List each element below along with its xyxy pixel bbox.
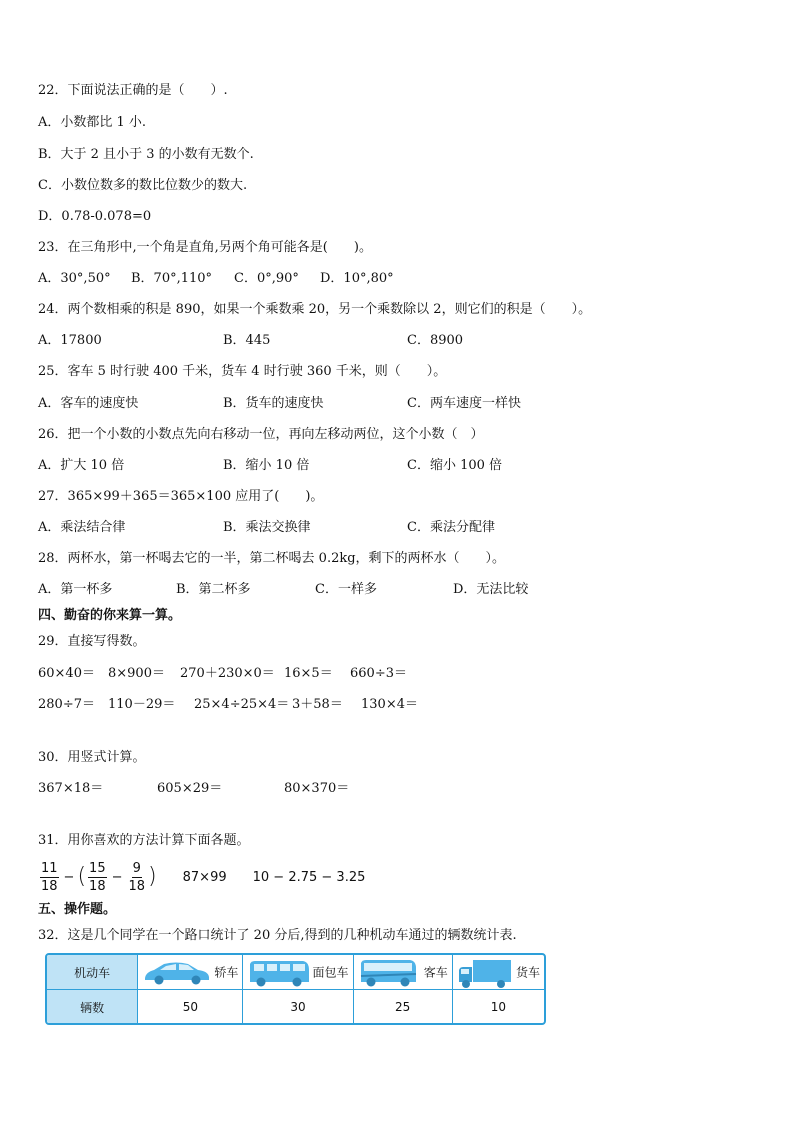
- q25-option-b: B．货车的速度快: [223, 396, 324, 411]
- q27-stem: 27．365×99＋365＝365×100 应用了( )。: [38, 489, 324, 504]
- numerator: 15: [89, 860, 106, 876]
- q28-option-a: A．第一杯多: [38, 582, 113, 597]
- q26-option-c: C．缩小 100 倍: [407, 458, 503, 473]
- table-row-vehicles: [47, 955, 544, 989]
- q29-item: 8×900＝: [108, 666, 165, 681]
- minus-sign: −: [111, 869, 123, 885]
- q22-option-d: D．0.78-0.078=0: [38, 209, 152, 224]
- q29-item: 3＋58＝: [292, 697, 343, 712]
- q22-option-b: B．大于 2 且小于 3 的小数有无数个.: [38, 147, 254, 162]
- q29-item: 16×5＝: [284, 666, 333, 681]
- q23-stem: 23．在三角形中,一个角是直角,另两个角可能各是( )。: [38, 240, 372, 255]
- numerator: 11: [41, 860, 58, 876]
- q23-option-b: B．70°,110°: [131, 271, 213, 286]
- q24-option-a: A．17800: [38, 333, 102, 348]
- q30-item: 80×370＝: [284, 781, 350, 796]
- q29-item: 110－29＝: [108, 697, 176, 712]
- q28-stem: 28．两杯水，第一杯喝去它的一半，第二杯喝去 0.2kg，剩下的两杯水（ ）。: [38, 551, 506, 566]
- table-cell-count: 10: [452, 990, 544, 1024]
- q22-stem: 22．下面说法正确的是（ ）.: [38, 83, 228, 98]
- q31-expression-2: 87×99: [182, 869, 227, 885]
- vehicle-label: 货车: [515, 965, 540, 980]
- q31-expressions: [38, 855, 365, 899]
- q29-stem: 29．直接写得数。: [38, 634, 146, 649]
- q30-stem: 30．用竖式计算。: [38, 750, 146, 765]
- q25-option-c: C．两车速度一样快: [407, 396, 521, 411]
- fraction: [40, 861, 59, 894]
- minus-sign: −: [63, 869, 75, 885]
- table-cell-coach: [353, 955, 452, 989]
- sedan-icon: [142, 958, 212, 986]
- minibus-icon: [247, 958, 311, 988]
- right-paren: ): [148, 864, 157, 889]
- table-cell-count: 25: [353, 990, 452, 1024]
- q24-option-c: C．8900: [407, 333, 464, 348]
- table-cell-minibus: [242, 955, 352, 989]
- denominator: 18: [41, 878, 58, 894]
- fraction: [88, 861, 107, 894]
- vehicle-label: 轿车: [214, 965, 239, 980]
- q22-option-c: C．小数位数多的数比位数少的数大.: [38, 178, 248, 193]
- q30-item: 605×29＝: [157, 781, 223, 796]
- q30-item: 367×18＝: [38, 781, 104, 796]
- q29-item: 270＋230×0＝: [180, 666, 275, 681]
- q27-option-c: C．乘法分配律: [407, 520, 495, 535]
- section-5-heading: 五、操作题。: [38, 902, 117, 917]
- q31-expression-3: 10 − 2.75 − 3.25: [252, 869, 366, 885]
- q26-stem: 26．把一个小数的小数点先向右移动一位，再向左移动两位，这个小数（ ）: [38, 427, 484, 442]
- q29-item: 280÷7＝: [38, 697, 95, 712]
- coach-bus-icon: [358, 958, 418, 988]
- q32-stem: 32．这是几个同学在一个路口统计了 20 分后,得到的几种机动车通过的辆数统计表.: [38, 928, 517, 943]
- table-cell-truck: [452, 955, 544, 989]
- q23-option-c: C．0°,90°: [234, 271, 299, 286]
- q29-item: 60×40＝: [38, 666, 95, 681]
- q27-option-a: A．乘法结合律: [38, 520, 126, 535]
- denominator: 18: [128, 878, 146, 894]
- q29-item: 660÷3＝: [350, 666, 407, 681]
- table-header-count: 辆数: [47, 990, 137, 1024]
- fraction: [128, 861, 147, 894]
- table-cell-count: 30: [242, 990, 352, 1024]
- q28-option-b: B．第二杯多: [176, 582, 251, 597]
- q29-item: 130×4＝: [361, 697, 418, 712]
- q26-option-a: A．扩大 10 倍: [38, 458, 125, 473]
- q28-option-d: D．无法比较: [453, 582, 529, 597]
- vehicle-label: 面包车: [312, 965, 349, 980]
- q29-item: 25×4÷25×4＝: [194, 697, 290, 712]
- denominator: 18: [89, 878, 106, 894]
- left-paren: (: [77, 864, 87, 889]
- q25-stem: 25．客车 5 时行驶 400 千米，货车 4 时行驶 360 千米，则（ ）。: [38, 364, 447, 379]
- q24-stem: 24．两个数相乘的积是 890，如果一个乘数乘 20，另一个乘数除以 2，则它们的积是（ ）。: [38, 302, 592, 317]
- vehicle-label: 客车: [423, 965, 448, 980]
- q22-option-a: A．小数都比 1 小.: [38, 115, 147, 130]
- q23-option-d: D．10°,80°: [320, 271, 394, 286]
- table-row-counts: [47, 989, 544, 1024]
- q31-stem: 31．用你喜欢的方法计算下面各题。: [38, 833, 250, 848]
- q23-option-a: A．30°,50°: [38, 271, 111, 286]
- q25-option-a: A．客车的速度快: [38, 396, 139, 411]
- table-cell-sedan: [137, 955, 242, 989]
- q26-option-b: B．缩小 10 倍: [223, 458, 310, 473]
- q27-option-b: B．乘法交换律: [223, 520, 311, 535]
- table-cell-count: 50: [137, 990, 242, 1024]
- truck-icon: [457, 958, 513, 990]
- q28-option-c: C．一样多: [315, 582, 377, 597]
- numerator: 9: [132, 860, 141, 876]
- table-header-vehicle: 机动车: [47, 955, 137, 989]
- vehicle-count-table: [45, 953, 546, 1025]
- section-4-heading: 四、勤奋的你来算一算。: [38, 608, 182, 623]
- q24-option-b: B．445: [223, 333, 271, 348]
